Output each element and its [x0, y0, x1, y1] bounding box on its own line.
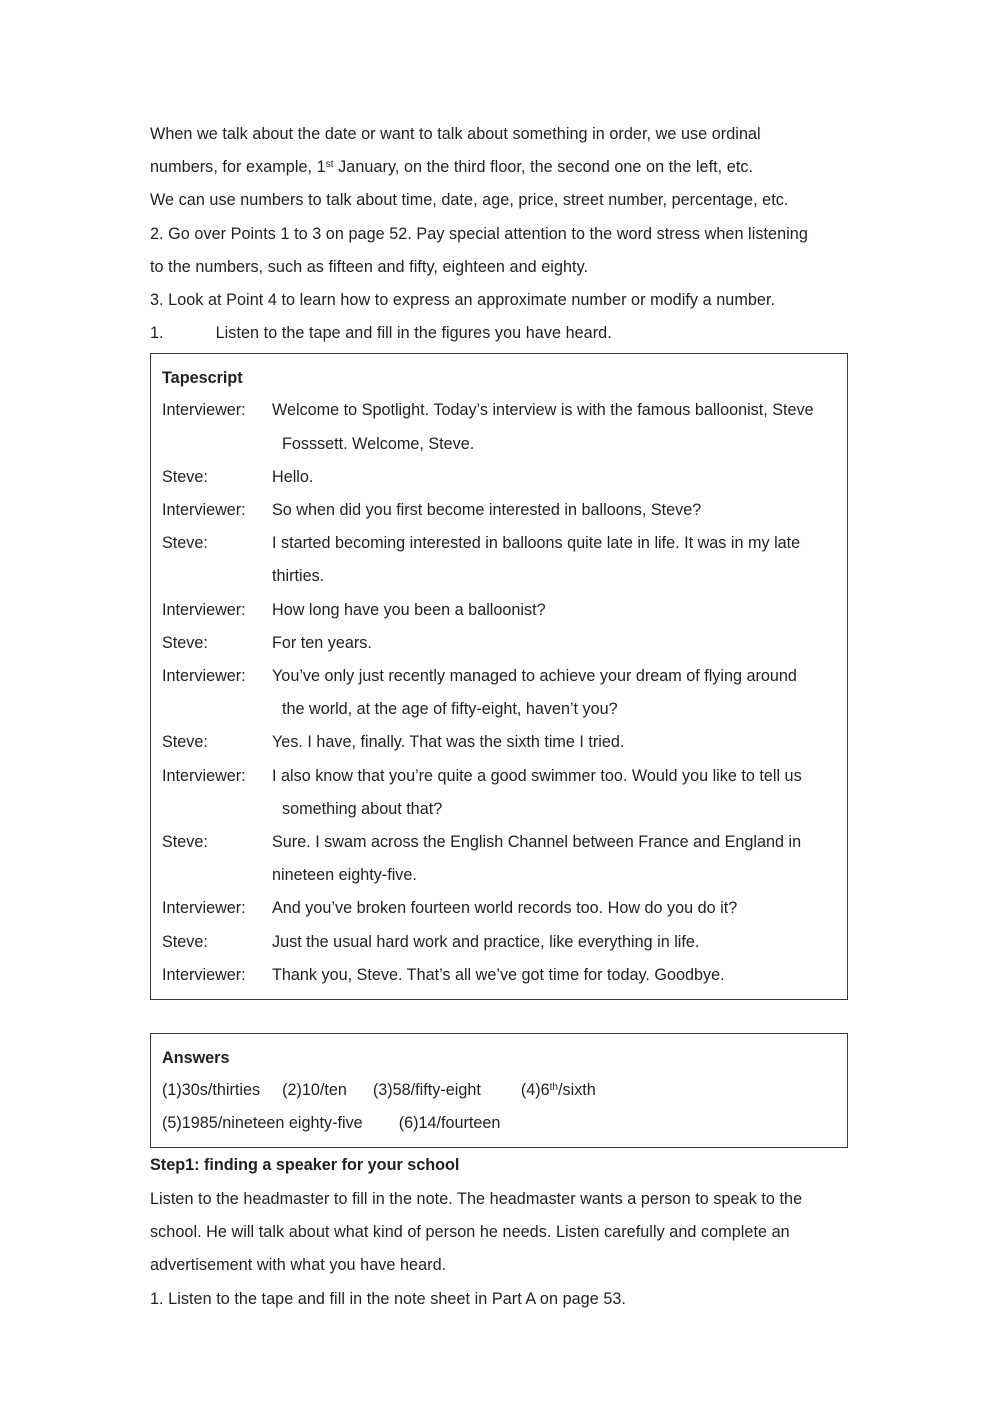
- answer-item: (1)30s/thirties: [162, 1081, 261, 1100]
- tapescript-title: Tapescript: [162, 369, 243, 388]
- spacer-between-boxes: [150, 1000, 850, 1033]
- answers-rows: [151, 1074, 847, 1140]
- answers-row: [151, 1074, 847, 1107]
- answers-title: Answers: [162, 1049, 230, 1068]
- tapescript-speaker-label: Interviewer:: [162, 667, 246, 686]
- tapescript-speech-text: I started becoming interested in balloons quite late in life. It was in my late: [272, 534, 801, 553]
- tapescript-speaker-label: Interviewer:: [162, 899, 246, 918]
- tapescript-lines: [151, 394, 847, 992]
- tapescript-speech-line: [151, 394, 847, 427]
- body-paragraph: 2. Go over Points 1 to 3 on page 52. Pay special attention to the word stress when listening: [150, 224, 808, 243]
- body-paragraph: to the numbers, such as fifteen and fifty, eighteen and eighty.: [150, 257, 589, 276]
- tapescript-speaker-label: Interviewer:: [162, 501, 246, 520]
- tapescript-speech-text: For ten years.: [272, 633, 372, 652]
- tapescript-speaker-label: Steve:: [162, 534, 208, 553]
- tapescript-speaker-label: Interviewer:: [162, 401, 246, 420]
- tapescript-speech-line: [151, 826, 847, 859]
- tapescript-speech-text: So when did you first become interested in balloons, Steve?: [272, 501, 702, 520]
- tapescript-continuation-text: thirties.: [272, 567, 325, 586]
- answer-item: (5)1985/nineteen eighty-five: [162, 1114, 363, 1133]
- tapescript-continuation-text: nineteen eighty-five.: [272, 866, 417, 885]
- step-paragraphs: [150, 1183, 850, 1316]
- tapescript-speech-text: Sure. I swam across the English Channel between France and England in: [272, 833, 802, 852]
- tapescript-speech-line: [151, 527, 847, 560]
- tapescript-continuation-line: [151, 859, 847, 892]
- step-paragraph: advertisement with what you have heard.: [150, 1256, 447, 1275]
- step-paragraph: 1. Listen to the tape and fill in the note sheet in Part A on page 53.: [150, 1289, 626, 1308]
- tapescript-speaker-label: Interviewer:: [162, 600, 246, 619]
- intro-paragraphs: [150, 118, 850, 317]
- step-heading: Step1: finding a speaker for your school: [150, 1156, 460, 1175]
- tapescript-continuation-line: [151, 428, 847, 461]
- tapescript-speaker-label: Steve:: [162, 833, 208, 852]
- body-paragraph: 3. Look at Point 4 to learn how to express an approximate number or modify a number.: [150, 291, 776, 310]
- tapescript-speaker-label: Steve:: [162, 467, 208, 486]
- tapescript-speech-text: And you’ve broken fourteen world records too. How do you do it?: [272, 899, 738, 918]
- tapescript-speech-line: [151, 660, 847, 693]
- tapescript-continuation-line: [151, 793, 847, 826]
- tapescript-continuation-text: something about that?: [282, 799, 443, 818]
- answer-item: (6)14/fourteen: [398, 1114, 501, 1133]
- tapescript-speaker-label: Steve:: [162, 633, 208, 652]
- answer-item: (3)58/fifty-eight: [372, 1081, 481, 1100]
- body-paragraph: numbers, for example, 1st January, on the third floor, the second one on the left, etc.: [150, 158, 754, 177]
- answer-item: (4)6th/sixth: [520, 1081, 596, 1100]
- tapescript-continuation-text: the world, at the age of fifty-eight, haven’t you?: [282, 700, 618, 719]
- tapescript-speech-text: I also know that you’re quite a good swimmer too. Would you like to tell us: [272, 766, 802, 785]
- tapescript-speech-text: Thank you, Steve. That’s all we’ve got time for today. Goodbye.: [272, 965, 725, 984]
- tapescript-speech-text: Welcome to Spotlight. Today’s interview is with the famous balloonist, Steve: [272, 401, 814, 420]
- tapescript-speech-text: Just the usual hard work and practice, like everything in life.: [272, 932, 700, 951]
- tapescript-box: [150, 353, 848, 1000]
- task-one-number: 1.: [150, 324, 164, 343]
- answers-row: [151, 1107, 847, 1140]
- task-one-line: [150, 317, 850, 350]
- tapescript-speech-line: [151, 627, 847, 660]
- tapescript-continuation-line: [151, 693, 847, 726]
- tapescript-speech-line: [151, 461, 847, 494]
- tapescript-speech-line: [151, 926, 847, 959]
- tapescript-speaker-label: Interviewer:: [162, 766, 246, 785]
- tapescript-speech-text: How long have you been a balloonist?: [272, 600, 546, 619]
- step-paragraph: school. He will talk about what kind of person he needs. Listen carefully and complete an: [150, 1223, 790, 1242]
- tapescript-speech-line: [151, 892, 847, 925]
- tapescript-speech-line: [151, 959, 847, 992]
- tapescript-continuation-text: Fosssett. Welcome, Steve.: [282, 434, 475, 453]
- step-paragraph: Listen to the headmaster to fill in the note. The headmaster wants a person to speak to the: [150, 1189, 803, 1208]
- tapescript-speech-line: [151, 760, 847, 793]
- tapescript-speaker-label: Steve:: [162, 733, 208, 752]
- tapescript-speech-text: You’ve only just recently managed to achieve your dream of flying around: [272, 667, 797, 686]
- tapescript-continuation-line: [151, 560, 847, 593]
- tapescript-speech-text: Yes. I have, finally. That was the sixth time I tried.: [272, 733, 625, 752]
- answers-box: [150, 1033, 848, 1148]
- task-one-text: Listen to the tape and fill in the figures you have heard.: [215, 324, 612, 343]
- tapescript-speaker-label: Interviewer:: [162, 965, 246, 984]
- answer-item: (2)10/ten: [282, 1081, 347, 1100]
- tapescript-speech-line: [151, 494, 847, 527]
- tapescript-speech-text: Hello.: [272, 467, 314, 486]
- tapescript-speaker-label: Steve:: [162, 932, 208, 951]
- tapescript-speech-line: [151, 594, 847, 627]
- body-paragraph: We can use numbers to talk about time, date, age, price, street number, percentage, etc.: [150, 191, 789, 210]
- tapescript-speech-line: [151, 726, 847, 759]
- body-paragraph: When we talk about the date or want to talk about something in order, we use ordinal: [150, 125, 761, 143]
